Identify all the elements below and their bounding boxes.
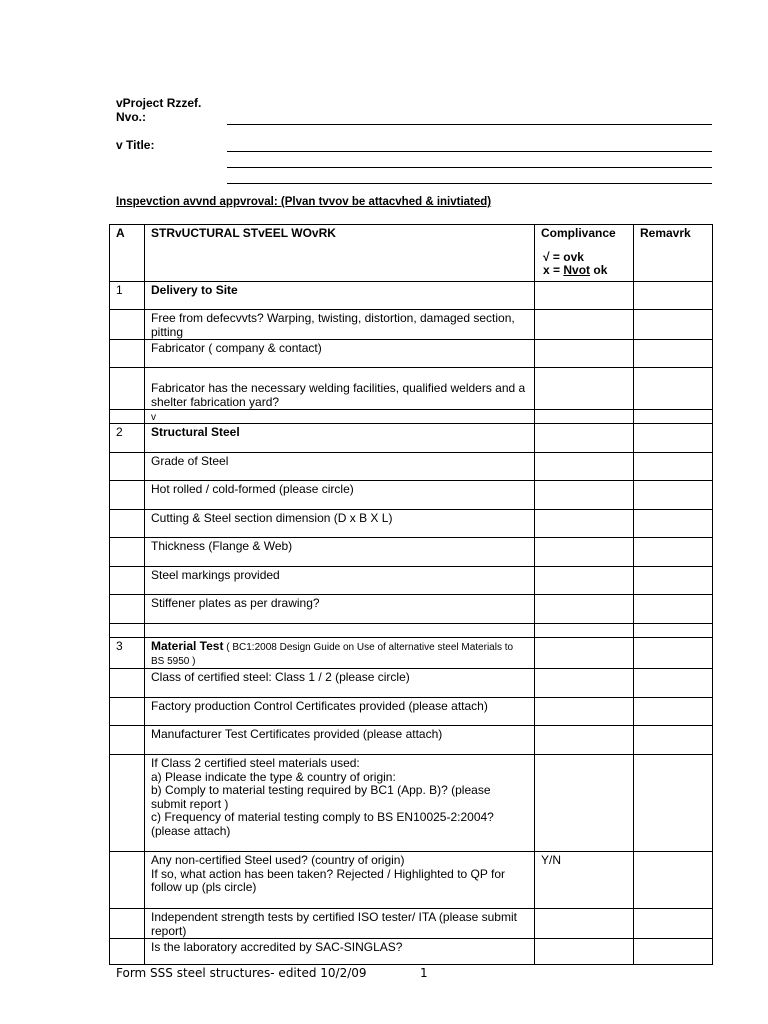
- remark-cell[interactable]: [634, 595, 713, 624]
- table-row: [110, 481, 713, 510]
- title-underline-3[interactable]: [227, 183, 712, 184]
- compliance-cell[interactable]: [535, 310, 634, 340]
- compliance-ok-legend: √ = ovk: [543, 249, 584, 264]
- not-ok-underlined: Nvot: [563, 263, 591, 277]
- remark-cell[interactable]: [634, 481, 713, 510]
- remark-cell[interactable]: [634, 567, 713, 595]
- compliance-cell[interactable]: [535, 698, 634, 726]
- compliance-cell[interactable]: [535, 510, 634, 538]
- remark-cell[interactable]: [634, 852, 713, 909]
- remark-cell[interactable]: [634, 424, 713, 453]
- title-label: v Title:: [116, 138, 155, 152]
- table-row: [110, 909, 713, 939]
- table-row: [110, 538, 713, 567]
- compliance-cell[interactable]: [535, 595, 634, 624]
- table-row: [110, 567, 713, 595]
- item-laboratory-accredited: Is the laboratory accredited by SAC-SINGLAS?: [145, 939, 535, 965]
- col-a-header: A: [110, 225, 145, 282]
- section-3-title-note: ( BC1:2008 Design Guide on Use of alternative steel Materials to BS 5950 ): [151, 642, 514, 667]
- item-factory-production: Factory production Control Certificates provided (please attach): [145, 698, 535, 726]
- title-underline-1[interactable]: [227, 151, 712, 152]
- section-3-title-cell: [145, 638, 535, 669]
- table-row: [110, 698, 713, 726]
- item-manufacturer-test: Manufacturer Test Certificates provided (please attach): [145, 726, 535, 755]
- compliance-cell[interactable]: [535, 624, 634, 638]
- item-fabricator-facilities: Fabricator has the necessary welding facilities, qualified welders and a shelter fabrication yard?: [145, 368, 535, 410]
- remark-cell[interactable]: [634, 909, 713, 939]
- table-row: [110, 939, 713, 965]
- table-row: [110, 453, 713, 481]
- remark-cell[interactable]: [634, 669, 713, 698]
- remark-cell[interactable]: [634, 638, 713, 669]
- compliance-cell[interactable]: [535, 939, 634, 965]
- table-row: [110, 595, 713, 624]
- remark-header: Remavrk: [634, 225, 713, 282]
- inspection-subheading: Inspevction avvnd appvroval: (Plvan tvvov be attacvhed & inivtiated): [116, 196, 492, 208]
- structural-steel-work-header: STRvUCTURAL STvEEL WOvRK: [145, 225, 535, 282]
- remark-cell[interactable]: [634, 368, 713, 410]
- section-3-title: Material Test: [151, 639, 224, 653]
- table-row: [110, 726, 713, 755]
- table-row: [110, 669, 713, 698]
- table-row: [110, 510, 713, 538]
- not-ok-suffix: ok: [590, 263, 608, 277]
- compliance-cell[interactable]: [535, 726, 634, 755]
- item-grade-of-steel: Grade of Steel: [145, 453, 535, 481]
- item-hot-rolled: Hot rolled / cold-formed (please circle): [145, 481, 535, 510]
- item-steel-markings: Steel markings provided: [145, 567, 535, 595]
- remark-cell[interactable]: [634, 410, 713, 424]
- item-fabricator: Fabricator ( company & contact): [145, 340, 535, 368]
- table-row: [110, 624, 713, 638]
- project-ref-underline[interactable]: [227, 124, 712, 125]
- compliance-not-ok-legend: [541, 264, 627, 278]
- remark-cell[interactable]: [634, 282, 713, 310]
- compliance-cell[interactable]: [535, 567, 634, 595]
- item-independent-strength: Independent strength tests by certified ISO tester/ ITA (please submit report): [145, 909, 535, 939]
- page-number: 1: [420, 966, 428, 980]
- compliance-cell[interactable]: [535, 538, 634, 567]
- yn-cell[interactable]: Y/N: [535, 852, 634, 909]
- compliance-cell[interactable]: [535, 424, 634, 453]
- project-ref-line2: Nvo.:: [116, 110, 146, 124]
- item-free-from-defects: Free from defecvvts? Warping, twisting, distortion, damaged section, pitting: [145, 310, 535, 340]
- item-non-certified-steel: Any non-certified Steel used? (country of origin) If so, what action has been taken? Rejected / Highlighted to QP for follow up (pls circle): [145, 852, 535, 909]
- compliance-cell[interactable]: [535, 755, 634, 852]
- table-row: [110, 340, 713, 368]
- compliance-cell[interactable]: [535, 453, 634, 481]
- section-2-title: Structural Steel: [145, 424, 535, 453]
- table-row: [110, 410, 713, 424]
- title-underline-2[interactable]: [227, 167, 712, 168]
- section-1-row: [110, 282, 713, 310]
- item-stray-v: v: [145, 410, 535, 424]
- section-1-title: Delivery to Site: [145, 282, 535, 310]
- section-2-row: [110, 424, 713, 453]
- remark-cell[interactable]: [634, 453, 713, 481]
- inspection-checklist-table: [109, 224, 713, 965]
- project-ref-line1: vProject Rzzef.: [116, 96, 202, 110]
- remark-cell[interactable]: [634, 310, 713, 340]
- compliance-cell[interactable]: [535, 282, 634, 310]
- table-row: [110, 755, 713, 852]
- remark-cell[interactable]: [634, 755, 713, 852]
- section-2-number: 2: [110, 424, 145, 453]
- section-3-row: [110, 638, 713, 669]
- remark-cell[interactable]: [634, 939, 713, 965]
- section-3-number: 3: [110, 638, 145, 669]
- section-1-number: 1: [110, 282, 145, 310]
- project-ref-label: [116, 96, 201, 124]
- compliance-header: [535, 225, 634, 282]
- compliance-cell[interactable]: [535, 340, 634, 368]
- table-row: [110, 852, 713, 909]
- compliance-cell[interactable]: [535, 638, 634, 669]
- item-class-2-materials: If Class 2 certified steel materials used: a) Please indicate the type & country of origin: b) Comply to material testing required by BC1 (App. B)? (please submit report ) c) Frequency of material testing comply to BS EN10025-2:2004? (please attach): [145, 755, 535, 852]
- compliance-cell[interactable]: [535, 909, 634, 939]
- not-ok-prefix: x =: [543, 263, 564, 277]
- footer-text: Form SSS steel structures- edited 10/2/09: [116, 966, 367, 980]
- item-cutting-dimension: Cutting & Steel section dimension (D x B X L): [145, 510, 535, 538]
- table-row: [110, 310, 713, 340]
- item-thickness: Thickness (Flange & Web): [145, 538, 535, 567]
- compliance-cell[interactable]: [535, 368, 634, 410]
- table-row: [110, 368, 713, 410]
- compliance-label: Complivance: [541, 226, 616, 240]
- table-header-row: [110, 225, 713, 282]
- compliance-cell[interactable]: [535, 481, 634, 510]
- remark-cell[interactable]: [634, 340, 713, 368]
- remark-cell[interactable]: [634, 726, 713, 755]
- item-class-certified: Class of certified steel: Class 1 / 2 (please circle): [145, 669, 535, 698]
- remark-cell[interactable]: [634, 538, 713, 567]
- remark-cell[interactable]: [634, 698, 713, 726]
- compliance-cell[interactable]: [535, 669, 634, 698]
- remark-cell[interactable]: [634, 624, 713, 638]
- item-stiffener-plates: Stiffener plates as per drawing?: [145, 595, 535, 624]
- compliance-cell[interactable]: [535, 410, 634, 424]
- remark-cell[interactable]: [634, 510, 713, 538]
